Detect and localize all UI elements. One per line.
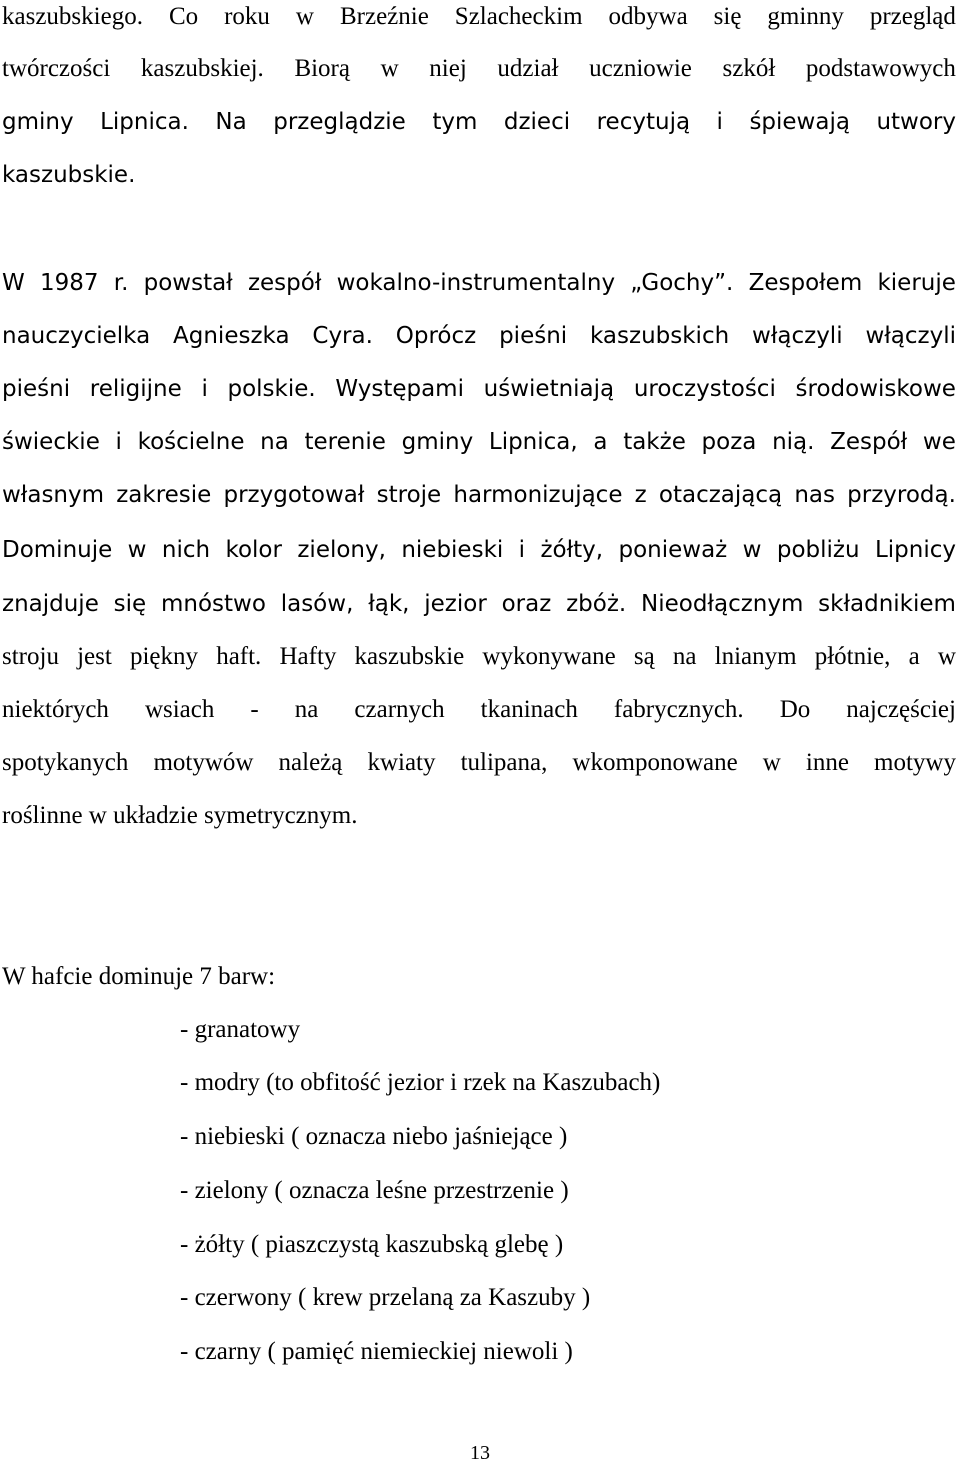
- word: składnikiem: [818, 591, 956, 617]
- word: i: [716, 109, 723, 135]
- word: gminy: [401, 429, 474, 455]
- word: gminny: [767, 3, 844, 30]
- word: kaszubskie: [354, 643, 465, 670]
- word: świeckie: [2, 429, 100, 455]
- word: w: [380, 55, 399, 82]
- word: Oprócz: [395, 323, 477, 349]
- color-list-item: - czarny ( pamięć niemieckiej niewoli ): [180, 1338, 573, 1365]
- word: niebieski: [401, 537, 504, 563]
- word: oraz: [501, 591, 552, 617]
- word: i: [115, 429, 122, 455]
- word: Hafty: [279, 643, 337, 670]
- paragraph2-line: [2, 427, 956, 457]
- word: kwiaty: [367, 749, 436, 776]
- word: tym: [432, 109, 478, 135]
- word: uroczystości: [633, 376, 776, 402]
- paragraph2-line: [2, 589, 956, 619]
- word: roku: [224, 3, 270, 30]
- word: jest: [77, 643, 112, 670]
- word: w: [127, 537, 147, 563]
- word: wkomponowane: [572, 749, 738, 776]
- word: szkół: [722, 55, 776, 82]
- word: utwory: [876, 109, 956, 135]
- word: religijne: [89, 376, 182, 402]
- word: roślinne: [2, 802, 89, 829]
- word: lnianym: [714, 643, 797, 670]
- color-list-item: - niebieski ( oznacza niebo jaśniejące ): [180, 1123, 568, 1150]
- word: powstał: [143, 270, 233, 296]
- word: ponieważ: [618, 537, 728, 563]
- word: nas: [794, 482, 835, 508]
- word: nauczycielka: [2, 323, 151, 349]
- paragraph2-line: [2, 321, 956, 351]
- word: motywów: [153, 749, 254, 776]
- word: polskie.: [227, 376, 316, 402]
- word: są: [633, 643, 655, 670]
- colors-intro: W hafcie dominuje 7 barw:: [2, 963, 276, 990]
- word: gminy: [2, 109, 74, 135]
- color-list-item: - żółty ( piaszczystą kaszubską glebę ): [180, 1231, 564, 1258]
- word: w: [937, 643, 956, 670]
- word: kaszubskie.: [2, 162, 136, 188]
- word: Co: [168, 3, 199, 30]
- word: inne: [805, 749, 849, 776]
- paragraph2-line: [2, 374, 956, 404]
- word: przeglądzie: [273, 109, 406, 135]
- word: Lipnica.: [100, 109, 189, 135]
- word: terenie: [304, 429, 386, 455]
- word: układzie: [113, 802, 205, 829]
- word: Biorą: [294, 55, 350, 82]
- paragraph2-line: [2, 748, 956, 778]
- word: 1987: [39, 270, 99, 296]
- word: Zespołem: [748, 270, 863, 296]
- word: Szlacheckim: [454, 3, 583, 30]
- word: także: [623, 429, 686, 455]
- color-list-item: - zielony ( oznacza leśne przestrzenie ): [180, 1177, 569, 1204]
- word: znajduje: [2, 591, 99, 617]
- word: a: [593, 429, 608, 455]
- word: zbóż.: [566, 591, 627, 617]
- word: na: [294, 696, 319, 723]
- word: najczęściej: [846, 696, 956, 723]
- word: piękny: [129, 643, 199, 670]
- word: kaszubskich: [590, 323, 730, 349]
- paragraph1-line: [2, 107, 956, 137]
- word: Zespół: [830, 429, 908, 455]
- word: się: [713, 3, 742, 30]
- color-list-item: - czerwony ( krew przelaną za Kaszuby ): [180, 1284, 591, 1311]
- word: i: [518, 537, 526, 563]
- word: przegląd: [869, 3, 956, 30]
- word: Dominuje: [2, 537, 113, 563]
- word: czarnych: [354, 696, 445, 723]
- word: otaczającą: [658, 482, 783, 508]
- word: śpiewają: [749, 109, 850, 135]
- word: w: [762, 749, 781, 776]
- word: spotykanych: [2, 749, 129, 776]
- paragraph2-line: [2, 642, 956, 672]
- word: jezior: [424, 591, 487, 617]
- word: we: [922, 429, 956, 455]
- paragraph2-line: [2, 268, 956, 298]
- word: fabrycznych.: [613, 696, 744, 723]
- paragraph2-line: [2, 480, 956, 510]
- word: W: [2, 270, 25, 296]
- word: Występami: [335, 376, 464, 402]
- word: kolor: [225, 537, 282, 563]
- word: łąk,: [368, 591, 410, 617]
- word: i: [201, 376, 208, 402]
- word: w: [295, 3, 314, 30]
- word: zakresie: [116, 482, 212, 508]
- word: Lipnica,: [488, 429, 578, 455]
- word: kościelne: [137, 429, 245, 455]
- word: stroju: [2, 643, 59, 670]
- word: uświetniają: [483, 376, 615, 402]
- word: Lipnicy: [874, 537, 956, 563]
- word: przygotował: [223, 482, 365, 508]
- word: twórczości: [2, 55, 111, 82]
- word: uczniowie: [589, 55, 692, 82]
- word: kaszubskiego.: [2, 3, 143, 30]
- word: zespół: [247, 270, 322, 296]
- color-list-item: - modry (to obfitość jezior i rzek na Kaszubach): [180, 1069, 661, 1096]
- word: Nieodłącznym: [641, 591, 804, 617]
- word: w: [88, 802, 114, 829]
- word: niektórych: [2, 696, 109, 723]
- word: się: [113, 591, 147, 617]
- paragraph2-line: [2, 801, 956, 831]
- word: „Gochy”.: [630, 270, 734, 296]
- word: symetrycznym.: [204, 802, 358, 829]
- color-list-item: - granatowy: [180, 1016, 301, 1043]
- word: recytują: [596, 109, 691, 135]
- word: zielony,: [297, 537, 386, 563]
- word: lasów,: [280, 591, 354, 617]
- word: środowiskowe: [795, 376, 956, 402]
- word: Na: [215, 109, 247, 135]
- word: r.: [113, 270, 129, 296]
- word: wokalno-instrumentalny: [336, 270, 616, 296]
- word: -: [250, 696, 259, 723]
- word: nią.: [772, 429, 815, 455]
- word: Do: [779, 696, 811, 723]
- word: pieśni: [499, 323, 568, 349]
- word: poza: [701, 429, 757, 455]
- word: wykonywane: [482, 643, 616, 670]
- paragraph1-line: [2, 54, 956, 84]
- word: mnóstwo: [160, 591, 266, 617]
- paragraph1-line: [2, 2, 956, 32]
- word: podstawowych: [805, 55, 956, 82]
- word: nich: [161, 537, 211, 563]
- word: z: [634, 482, 647, 508]
- word: kaszubskiej.: [140, 55, 264, 82]
- word: tkaninach: [480, 696, 578, 723]
- word: należą: [278, 749, 343, 776]
- word: pobliżu: [776, 537, 860, 563]
- word: Agnieszka: [173, 323, 290, 349]
- word: odbywa: [608, 3, 688, 30]
- word: a: [908, 643, 920, 670]
- word: włączyli: [752, 323, 843, 349]
- word: udział: [497, 55, 559, 82]
- paragraph2-line: [2, 535, 956, 565]
- word: własnym: [2, 482, 105, 508]
- word: Cyra.: [312, 323, 373, 349]
- word: tulipana,: [460, 749, 548, 776]
- word: wsiach: [144, 696, 215, 723]
- word: Brzeźnie: [339, 3, 429, 30]
- word: harmonizujące: [453, 482, 623, 508]
- word: w: [742, 537, 762, 563]
- word: włączyli: [865, 323, 956, 349]
- word: niej: [429, 55, 467, 82]
- word: kieruje: [877, 270, 956, 296]
- word: pieśni: [2, 376, 71, 402]
- word: stroje: [376, 482, 442, 508]
- word: płótnie,: [814, 643, 891, 670]
- word: żółty,: [540, 537, 604, 563]
- word: na: [672, 643, 697, 670]
- word: haft.: [216, 643, 262, 670]
- paragraph1-line: [2, 160, 956, 190]
- word: dzieci: [503, 109, 571, 135]
- word: przyrodą.: [847, 482, 956, 508]
- page-number: 13: [470, 1442, 490, 1464]
- word: motywy: [874, 749, 956, 776]
- paragraph2-line: [2, 695, 956, 725]
- word: na: [260, 429, 289, 455]
